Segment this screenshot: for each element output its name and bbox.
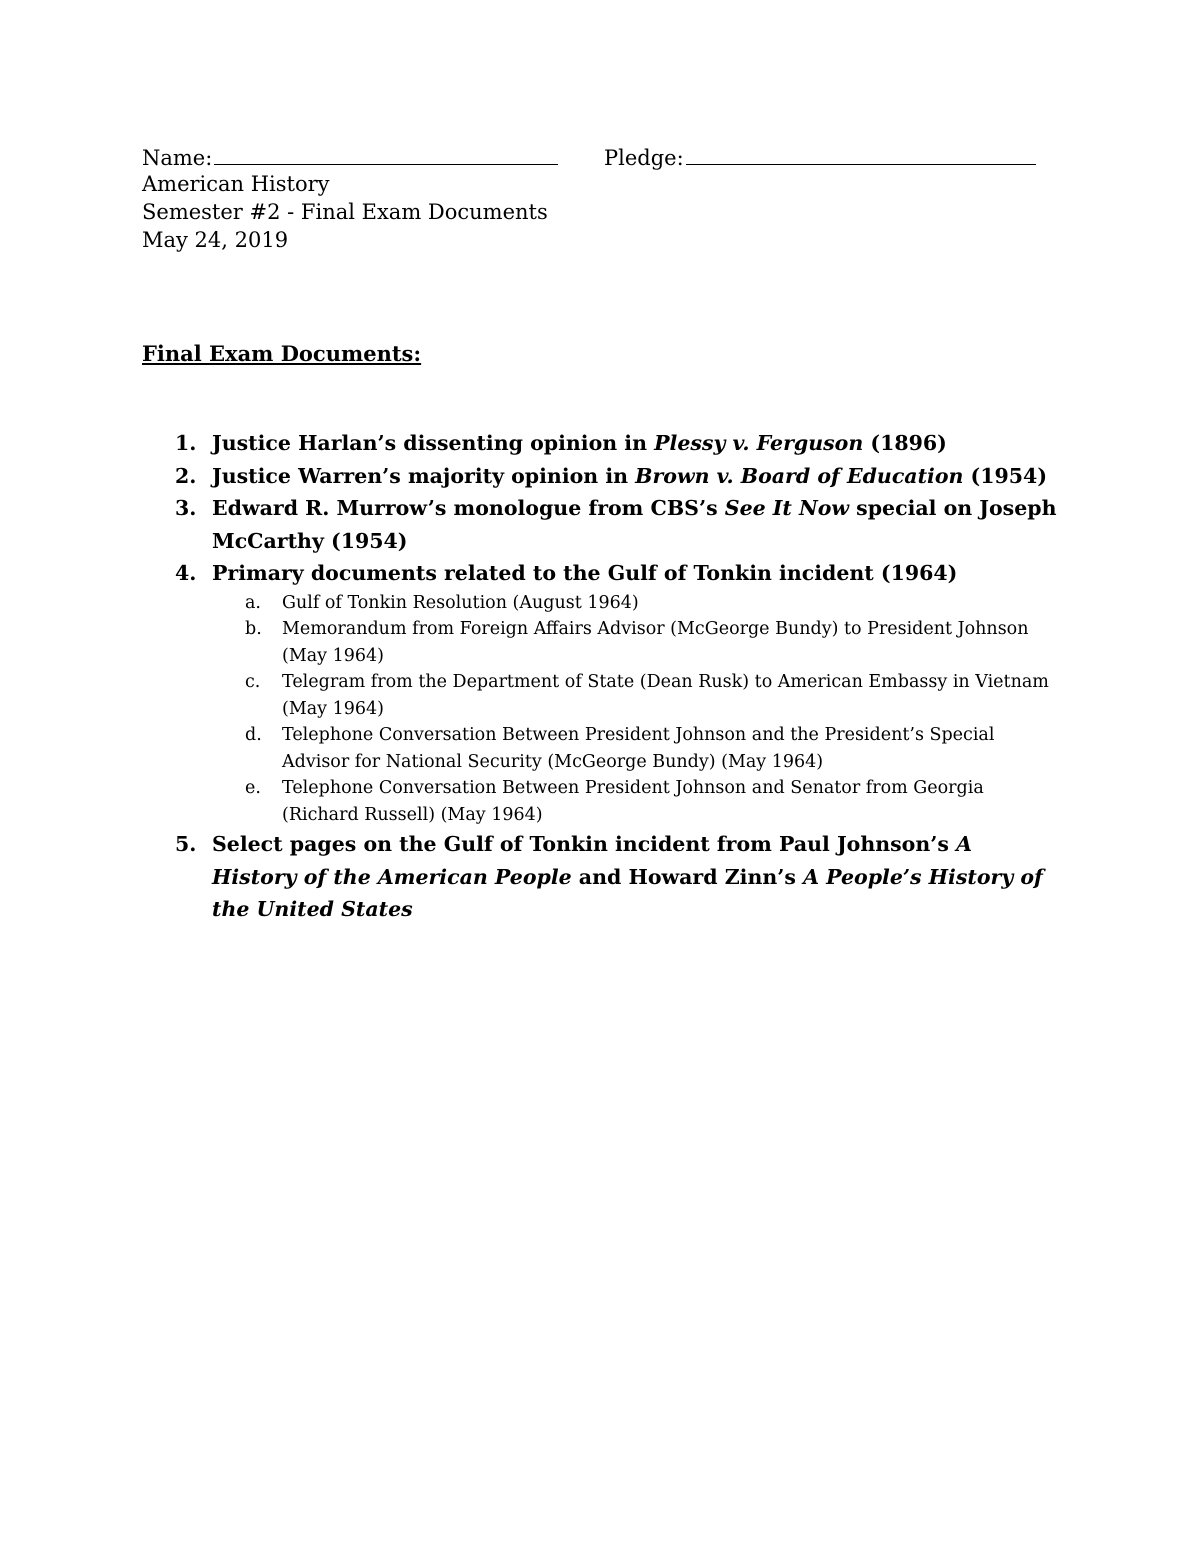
name-blank-line	[214, 142, 558, 165]
sub-item-text: Telephone Conversation Between President Johnson and Senator from Georgia (Richard Russell) (May 1964)	[282, 778, 984, 825]
course-name: American History	[142, 172, 330, 196]
sub-document-item	[212, 590, 1062, 617]
item-text	[212, 496, 1057, 553]
sub-item-letter: c.	[245, 672, 261, 692]
sub-document-list	[142, 590, 1062, 829]
sub-document-item	[212, 616, 1062, 669]
document-title: Semester #2 - Final Exam Documents	[142, 200, 548, 224]
sub-document-item	[212, 775, 1062, 828]
document-item	[142, 427, 1062, 460]
document-item	[142, 460, 1062, 493]
document-item	[142, 557, 1062, 590]
sub-document-item	[212, 722, 1062, 775]
sub-item-letter: b.	[245, 619, 262, 639]
item-text-part: Primary documents related to the Gulf of Tonkin incident (1964)	[212, 561, 958, 585]
document-item	[142, 828, 1062, 926]
item-text-part: (1896)	[863, 431, 947, 455]
item-text	[212, 832, 1043, 921]
item-text	[212, 464, 1047, 488]
item-title-italic: A History of the American People	[212, 832, 972, 889]
sub-item-letter: e.	[245, 778, 261, 798]
item-text-part: Edward R. Murrow’s monologue from CBS’s	[212, 496, 725, 520]
item-text-part: Justice Warren’s majority opinion in	[212, 463, 636, 488]
sub-item-letter: d.	[245, 725, 262, 745]
section-title: Final Exam Documents:	[142, 341, 422, 366]
item-text-part: Select pages on the Gulf of Tonkin incident from Paul Johnson’s	[212, 832, 957, 856]
sub-item-text: Telegram from the Department of State (Dean Rusk) to American Embassy in Vietnam (May 1964)	[282, 672, 1049, 719]
sub-item-letter: a.	[245, 592, 261, 613]
item-title-italic: See It Now	[724, 496, 850, 520]
sub-document-item	[212, 669, 1062, 722]
item-number: 2.	[175, 463, 197, 488]
item-title-italic: A People’s History of the United States	[212, 864, 1043, 921]
item-number: 3.	[175, 496, 197, 520]
document-date: May 24, 2019	[142, 228, 289, 252]
pledge-label: Pledge:	[604, 146, 684, 170]
item-text-part: and Howard Zinn’s	[571, 864, 804, 889]
pledge-field	[604, 142, 1036, 172]
pledge-blank-line	[686, 142, 1036, 165]
document-item	[142, 492, 1062, 557]
item-text	[212, 431, 947, 455]
sub-item-text: Telephone Conversation Between President Johnson and the President’s Special Advisor for National Security (McGeorge Bundy) (May 1964)	[282, 725, 995, 772]
item-number: 5.	[175, 832, 197, 856]
item-text-part: Justice Harlan’s dissenting opinion in	[212, 431, 655, 455]
name-label: Name:	[142, 146, 213, 170]
item-text-part: special on Joseph McCarthy (1954)	[212, 496, 1057, 553]
item-text-part: (1954)	[963, 463, 1048, 488]
sub-item-text: Gulf of Tonkin Resolution (August 1964)	[282, 592, 639, 613]
item-number: 4.	[175, 561, 197, 585]
document-list	[142, 427, 1062, 926]
sub-item-text: Memorandum from Foreign Affairs Advisor (McGeorge Bundy) to President Johnson (May 1964)	[282, 619, 1029, 666]
item-title-italic: Plessy v. Ferguson	[654, 431, 864, 455]
item-title-italic: Brown v. Board of Education	[635, 463, 964, 488]
item-text	[212, 561, 957, 585]
item-number: 1.	[175, 431, 197, 455]
name-field	[142, 142, 558, 172]
